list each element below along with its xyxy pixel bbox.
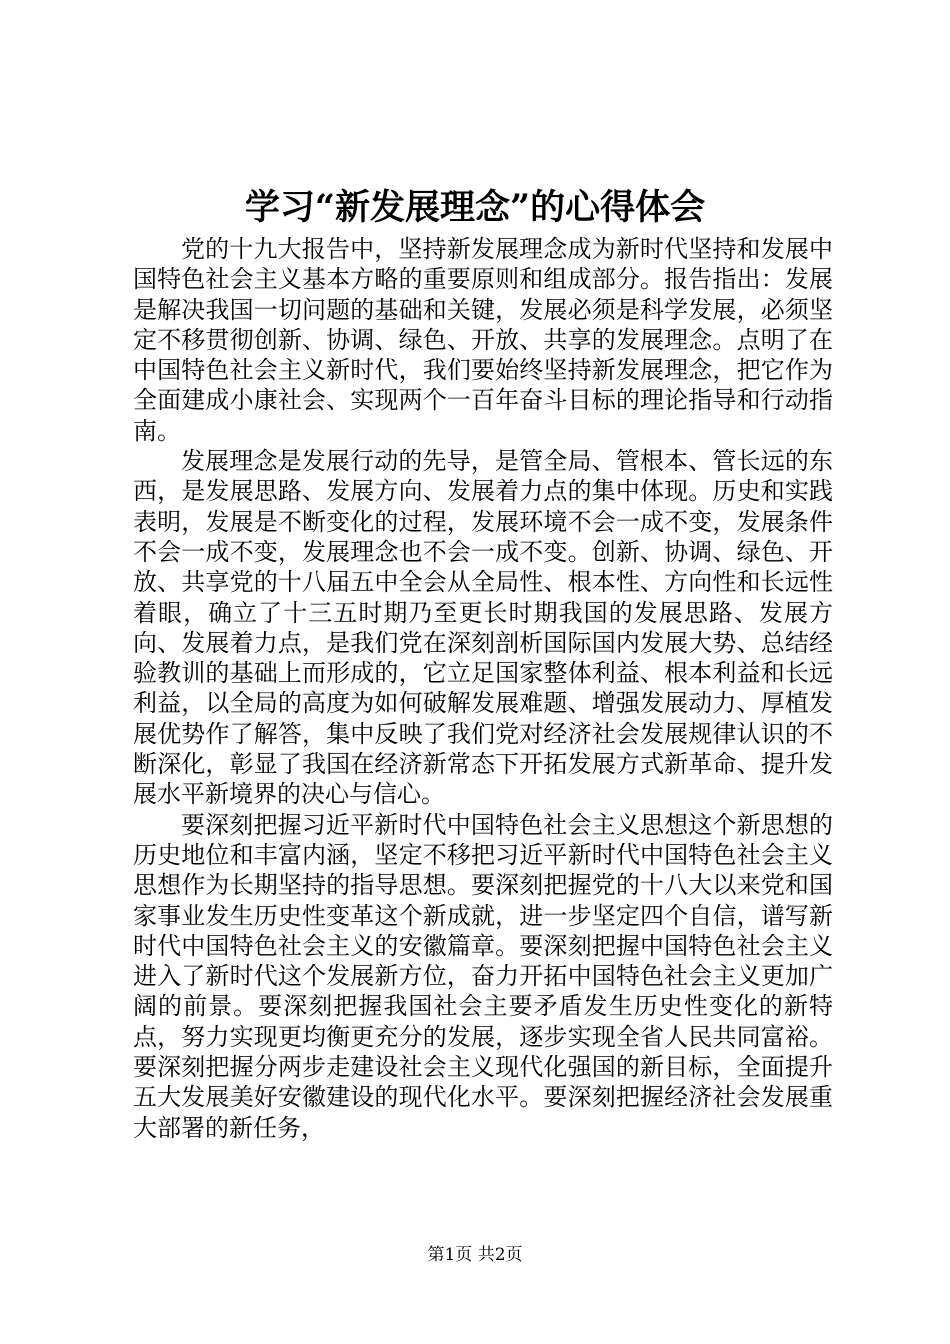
- paragraph-2: 发展理念是发展行动的先导，是管全局、管根本、管长远的东西，是发展思路、发展方向、发展着力点的集中体现。历史和实践表明，发展是不断变化的过程，发展环境不会一成不变，发展条件不会一成不变，发展理念也不会一成不变。创新、协调、绿色、开放、共享党的十八届五中全会从全局性、根本性、方向性和长远性着眼，确立了十三五时期乃至更长时期我国的发展思路、发展方向、发展着力点，是我们党在深刻剖析国际国内发展大势、总结经验教训的基础上而形成的，它立足国家整体利益、根本利益和长远利益，以全局的高度为如何破解发展难题、增强发展动力、厚植发展优势作了解答，集中反映了我们党对经济社会发展规律认识的不断深化，彰显了我国在经济新常态下开拓发展方式新革命、提升发展水平新境界的决心与信心。: [133, 447, 833, 809]
- document-title: 学习“新发展理念”的心得体会: [244, 187, 706, 228]
- paragraph-3: 要深刻把握习近平新时代中国特色社会主义思想这个新思想的历史地位和丰富内涵，坚定不移把习近平新时代中国特色社会主义思想作为长期坚持的指导思想。要深刻把握党的十八大以来党和国家事业发生历史性变革这个新成就，进一步坚定四个自信，谱写新时代中国特色社会主义的安徽篇章。要深刻把握中国特色社会主义进入了新时代这个发展新方位，奋力开拓中国特色社会主义更加广阔的前景。要深刻把握我国社会主要矛盾发生历史性变化的新特点，努力实现更均衡更充分的发展，逐步实现全省人民共同富裕。要深刻把握分两步走建设社会主义现代化强国的新目标，全面提升五大发展美好安徽建设的现代化水平。要深刻把握经济社会发展重大部署的新任务，: [133, 810, 833, 1142]
- page-footer: 第1页 共2页: [427, 1245, 523, 1265]
- paragraph-1: 党的十九大报告中，坚持新发展理念成为新时代坚持和发展中国特色社会主义基本方略的重要原则和组成部分。报告指出：发展是解决我国一切问题的基础和关键，发展必须是科学发展，必须坚定不移贯彻创新、协调、绿色、开放、共享的发展理念。点明了在中国特色社会主义新时代，我们要始终坚持新发展理念，把它作为全面建成小康社会、实现两个一百年奋斗目标的理论指导和行动指南。: [133, 235, 833, 445]
- document-body: [133, 234, 833, 1143]
